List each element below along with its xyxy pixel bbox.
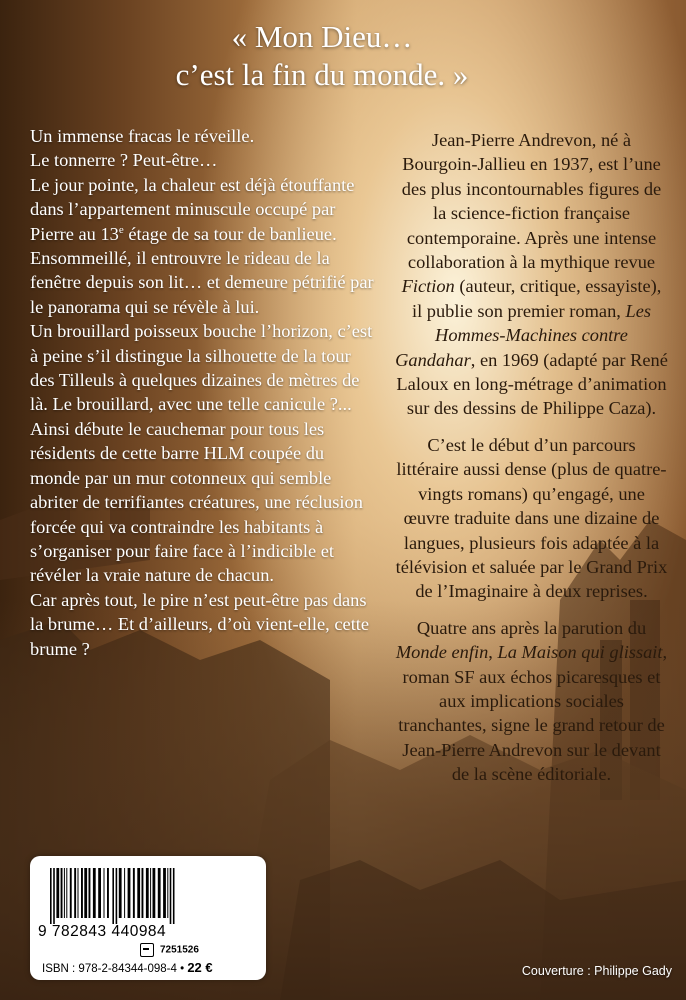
barcode-bar — [158, 868, 161, 918]
barcode-bar — [124, 868, 125, 918]
barcode-bar — [104, 868, 105, 918]
isbn: ISBN : 978-2-84344-098-4 — [42, 963, 177, 975]
cover-credit: Couverture : Philippe Gady — [521, 964, 672, 978]
barcode-label — [30, 856, 266, 980]
barcode-bar — [167, 868, 168, 918]
barcode-bar — [66, 868, 67, 918]
barcode-bar — [137, 868, 140, 918]
barcode-bar — [78, 868, 79, 918]
barcode-bar — [89, 868, 91, 918]
synopsis-paragraph: Car après tout, le pire n’est peut-être pas dans la brume… Et d’ailleurs, d’où vient-elle, cette brume ? — [30, 589, 370, 659]
barcode-bar — [70, 868, 72, 918]
barcode-bar — [53, 868, 55, 924]
barcode-bar — [128, 868, 131, 918]
barcode-bar — [163, 868, 166, 918]
bullet: • — [180, 963, 185, 975]
barcode-bar — [98, 868, 101, 918]
barcode-bar — [119, 868, 122, 918]
barcode-bar — [84, 868, 87, 918]
barcode-bars — [48, 868, 252, 924]
barcode-bar — [64, 868, 65, 918]
barcode-bar — [133, 868, 135, 918]
bio-paragraph: Jean-Pierre Andrevon, né à Bourgoin-Jallieu en 1937, est l’une des plus incontournables figures de la science-fiction française contemporaine. Après une intense collaboration à la mythique revue Fiction (auteur, critique, essayiste), il publie son premier roman, Les Hommes-Machines contre Gandahar, en 1969 (adapté par René Laloux en long-métrage d’animation sur des dessins de Philippe Caza). — [395, 130, 668, 419]
cover-quote-title — [42, 18, 602, 94]
bio-paragraph: Quatre ans après la parution du Monde enfin, La Maison qui glissait, roman SF aux échos picaresques et aux implications sociales tranchantes, signe le grand retour de Jean-Pierre Andrevon sur le devant de la scène éditoriale. — [395, 617, 668, 785]
internal-code: 7251526 — [160, 944, 199, 956]
synopsis-text — [30, 124, 375, 661]
barcode-bar — [74, 868, 76, 918]
author-bio — [395, 128, 668, 799]
internal-code-row — [140, 943, 199, 957]
barcode-bar — [173, 868, 175, 924]
barcode-bar — [142, 868, 144, 918]
barcode-bar — [93, 868, 96, 918]
publisher-logo-icon — [140, 943, 154, 957]
synopsis-line: Le tonnerre ? Peut-être… — [30, 150, 218, 171]
barcode-bar — [107, 868, 109, 918]
barcode-bar — [146, 868, 149, 918]
price: 22 € — [187, 960, 213, 975]
barcode-bar — [56, 868, 59, 918]
barcode-bar — [112, 868, 114, 924]
barcode-bar — [81, 868, 83, 918]
barcode-bar — [61, 868, 63, 918]
barcode-bar — [150, 868, 151, 918]
synopsis-paragraph: Un brouillard poisseux bouche l’horizon, c’est à peine s’il distingue la silhouette de la tour des Tilleuls à quelques dizaines de mètres de là. Le brouillard, avec une telle canicule ?... — [30, 321, 373, 415]
title-line-2: c’est la fin du monde. » — [175, 57, 469, 92]
synopsis-line: Un immense fracas le réveille. — [30, 126, 255, 146]
isbn-price-row — [42, 960, 213, 975]
barcode-bar — [153, 868, 156, 918]
synopsis-paragraph: Le jour pointe, la chaleur est déjà étouffante dans l’appartement minuscule occupé par Pierre au 13e étage de sa tour de banlieue. Ensommeillé, il entrouvre le rideau de la fenêtre depuis son lit… et demeure pétrifié par le panorama qui se révèle à lui. — [30, 174, 374, 317]
title-line-1: « Mon Dieu… — [231, 19, 413, 54]
barcode-bar — [116, 868, 118, 924]
barcode-bar — [170, 868, 172, 924]
ean-number: 9 782843 440984 — [38, 923, 167, 940]
bio-paragraph: C’est le début d’un parcours littéraire aussi dense (plus de quatre-vingts romans) qu’engagé, une œuvre traduite dans une dizaine de langues, plusieurs fois adaptée à la télévision et saluée par le Grand Prix de l’Imaginaire à deux reprises. — [395, 434, 668, 602]
synopsis-paragraph: Ainsi débute le cauchemar pour tous les résidents de cette barre HLM coupée du monde par un mur cotonneux qui semble abriter de terrifiantes créatures, une réclusion forcée qui va contraindre les habitants à s’organiser pour faire face à l’indicible et révéler la vraie nature de chacun. — [30, 418, 363, 586]
barcode-bar — [50, 868, 52, 924]
